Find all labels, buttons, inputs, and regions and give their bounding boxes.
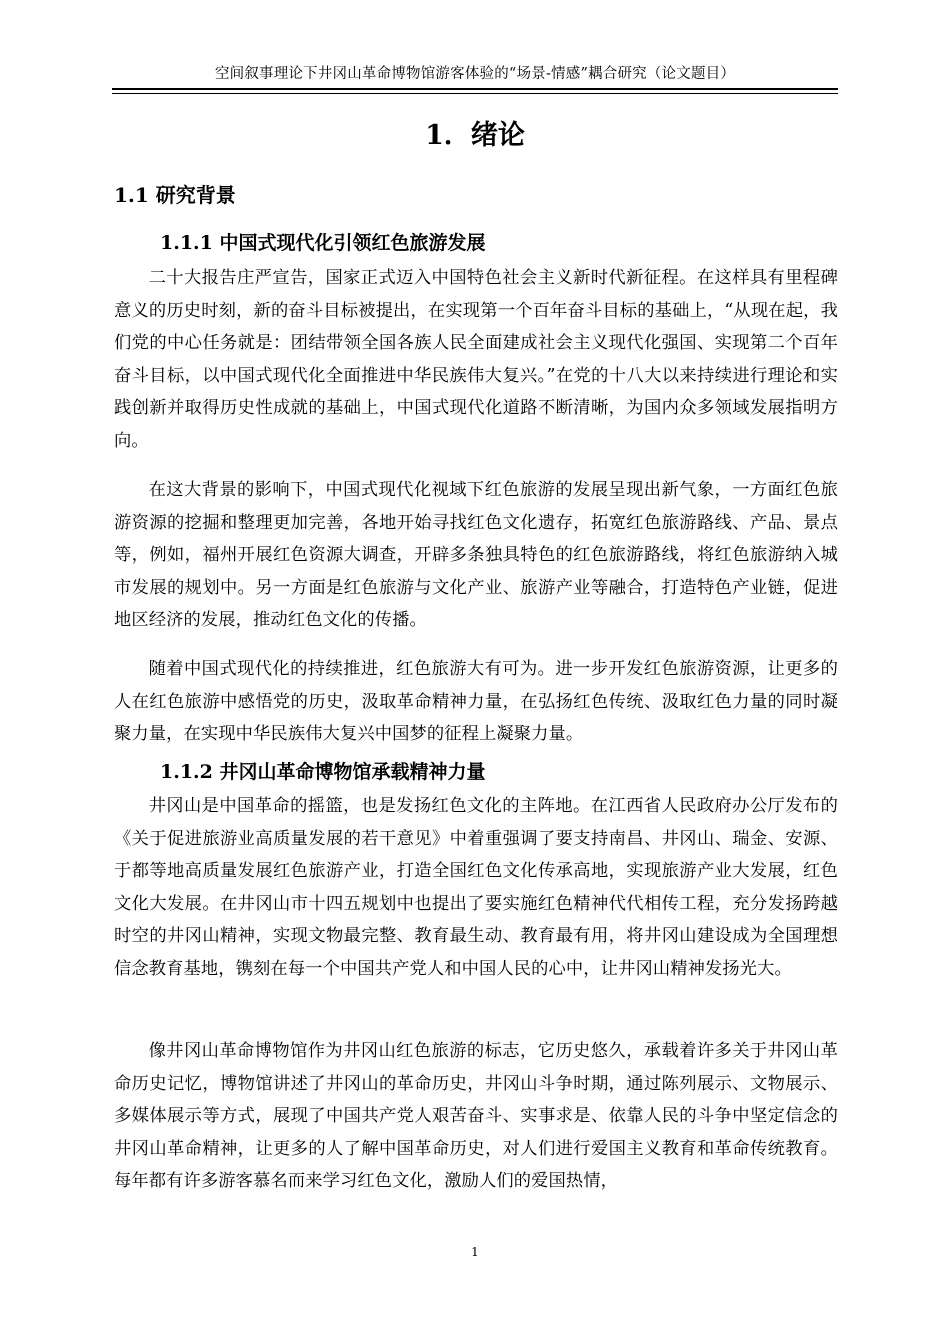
paragraph-1-1-1-a: 二十大报告庄严宣告，国家正式迈入中国特色社会主义新时代新征程。在这样具有里程碑意义的历史时刻，新的奋斗目标被提出，在实现第一个百年奋斗目标的基础上，“从现在起，我们党的中心任务就是：团结带领全国各族人民全面建成社会主义现代化强国、实现第二个百年奋斗目标，以中国式现代化全面推进中华民族伟大复兴。”在党的十八大以来持续进行理论和实践创新并取得历史性成就的基础上，中国式现代化道路不断清晰，为国内众多领域发展指明方向。 bbox=[114, 268, 838, 451]
paragraph-1-1-1-c: 随着中国式现代化的持续推进，红色旅游大有可为。进一步开发红色旅游资源，让更多的人在红色旅游中感悟党的历史，汲取革命精神力量，在弘扬红色传统、汲取红色力量的同时凝聚力量，在实现中华民族伟大复兴中国梦的征程上凝聚力量。 bbox=[114, 659, 838, 745]
subsection-heading-1-1-2: 1.1.2 井冈山革命博物馆承载精神力量 bbox=[160, 761, 486, 783]
page-number: 1 bbox=[471, 1245, 479, 1259]
subsection-heading-1-1-1: 1.1.1 中国式现代化引领红色旅游发展 bbox=[160, 232, 486, 254]
paragraph-1-1-2-b: 像井冈山革命博物馆作为井冈山红色旅游的标志，它历史悠久，承载着许多关于井冈山革命历史记忆，博物馆讲述了井冈山的革命历史，井冈山斗争时期，通过陈列展示、文物展示、多媒体展示等方式，展现了中国共产党人艰苦奋斗、实事求是、依靠人民的斗争中坚定信念的井冈山革命精神，让更多的人了解中国革命历史，对人们进行爱国主义教育和革命传统教育。每年都有许多游客慕名而来学习红色文化，激励人们的爱国热情， bbox=[114, 1041, 838, 1192]
header-rule-thick bbox=[112, 88, 838, 90]
paragraph-1-1-2-a: 井冈山是中国革命的摇篮，也是发扬红色文化的主阵地。在江西省人民政府办公厅发布的《关于促进旅游业高质量发展的若干意见》中着重强调了要支持南昌、井冈山、瑞金、安源、于都等地高质量发展红色旅游产业，打造全国红色文化传承高地，实现旅游产业大发展，红色文化大发展。在井冈山市十四五规划中也提出了要实施红色精神代代相传工程，充分发扬跨越时空的井冈山精神，实现文物最完整、教育最生动、教育最有用，将井冈山建设成为全国理想信念教育基地，镌刻在每一个中国共产党人和中国人民的心中，让井冈山精神发扬光大。 bbox=[114, 796, 838, 979]
running-header: 空间叙事理论下井冈山革命博物馆游客体验的“场景-情感”耦合研究（论文题目） bbox=[214, 66, 736, 82]
chapter-title: 1．绪论 bbox=[425, 120, 525, 151]
paragraph-1-1-1-b: 在这大背景的影响下，中国式现代化视域下红色旅游的发展呈现出新气象，一方面红色旅游资源的挖掘和整理更加完善，各地开始寻找红色文化遗存，拓宽红色旅游路线、产品、景点等，例如，福州开展红色资源大调查，开辟多条独具特色的红色旅游路线，将红色旅游纳入城市发展的规划中。另一方面是红色旅游与文化产业、旅游产业等融合，打造特色产业链，促进地区经济的发展，推动红色文化的传播。 bbox=[114, 480, 838, 631]
section-heading-1-1: 1.1 研究背景 bbox=[114, 183, 236, 207]
header-rule-thin bbox=[112, 93, 838, 94]
